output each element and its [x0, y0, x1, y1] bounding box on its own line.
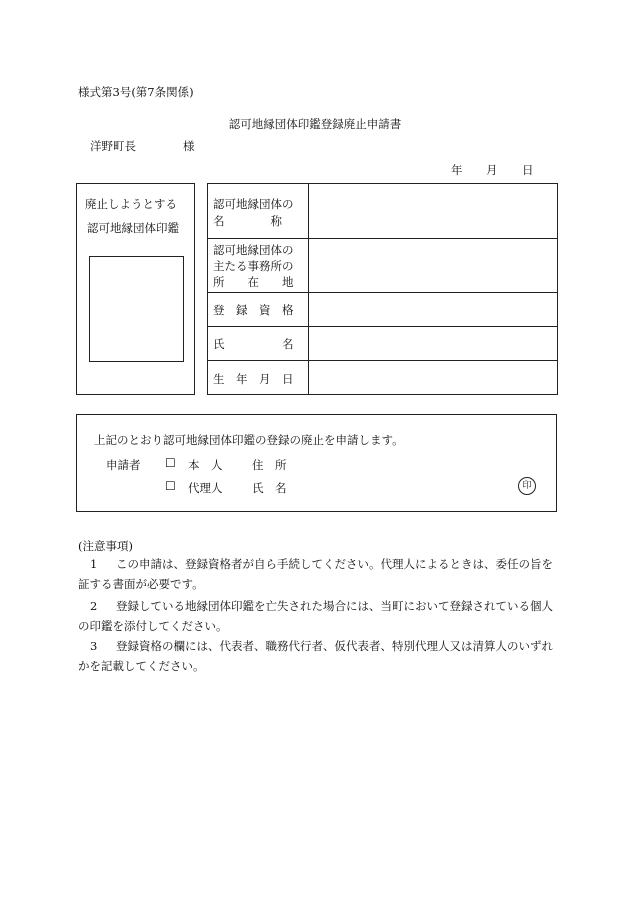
- note-item: [78, 554, 560, 594]
- page-title: 認可地縁団体印鑑登録廃止申請書: [228, 117, 402, 131]
- address-label: 住 所: [252, 458, 287, 472]
- seal-caption-line1: 廃止しようとする: [85, 197, 177, 211]
- label-office-1: 認可地縁団体の: [213, 243, 294, 257]
- label-qualification: 登 録 資 格: [213, 303, 294, 317]
- row-divider: [207, 238, 558, 239]
- row-divider: [207, 360, 558, 361]
- note-text: 登録資格の欄には、代表者、職務代行者、仮代表者、特別代理人又は清算人のいずれかを記載してください。: [78, 639, 553, 673]
- note-number: 2: [90, 599, 98, 613]
- row-divider: [207, 326, 558, 327]
- seal-section: [76, 183, 195, 395]
- name-value: [312, 330, 552, 356]
- row-divider: [207, 292, 558, 293]
- seal-impression-area: [89, 256, 184, 362]
- note-text: この申請は、登録資格者が自ら手続してください。代理人によるときは、委任の旨を証する書面が必要です。: [78, 557, 553, 591]
- option-agent-label: 代理人: [188, 481, 223, 495]
- checkbox-principal[interactable]: ☐: [165, 456, 176, 470]
- note-number: 3: [90, 639, 98, 653]
- group-name-value: [312, 190, 552, 234]
- notes-heading: (注意事項): [78, 539, 133, 553]
- addressee: 洋野町長: [90, 139, 136, 153]
- name-label: 氏 名: [252, 481, 287, 495]
- label-birthdate: 生 年 月 日: [213, 372, 294, 386]
- option-principal-label: 本 人: [188, 458, 223, 472]
- note-item: [78, 636, 560, 676]
- label-office-3: 所 在 地: [213, 275, 294, 289]
- label-name: 氏 名: [213, 337, 294, 351]
- declaration-section: [76, 414, 557, 512]
- label-office-2: 主たる事務所の: [213, 259, 294, 273]
- declaration-text: 上記のとおり認可地縁団体印鑑の登録の廃止を申請します。: [94, 433, 404, 447]
- seal-caption-line2: 認可地縁団体印鑑: [87, 221, 179, 235]
- label-group-name-2: 名 称: [213, 214, 282, 228]
- date-day-label: 日: [522, 163, 534, 177]
- note-item: [78, 596, 560, 636]
- applicant-label: 申請者: [106, 458, 141, 472]
- date-month-label: 月: [486, 163, 498, 177]
- birthdate-value: [312, 364, 552, 390]
- checkbox-agent[interactable]: ☐: [165, 479, 176, 493]
- label-group-name-1: 認可地縁団体の: [213, 197, 294, 211]
- note-number: 1: [90, 557, 98, 571]
- qualification-value: [312, 296, 552, 322]
- form-number: 様式第3号(第7条関係): [78, 85, 194, 99]
- info-table-column-divider: [308, 183, 309, 395]
- addressee-honorific: 様: [183, 139, 195, 153]
- note-text: 登録している地縁団体印鑑を亡失された場合には、当町において登録されている個人の印鑑を添付してください。: [78, 599, 553, 633]
- seal-mark-icon: 印: [518, 477, 536, 495]
- office-address-value: [312, 242, 552, 288]
- date-year-label: 年: [451, 163, 463, 177]
